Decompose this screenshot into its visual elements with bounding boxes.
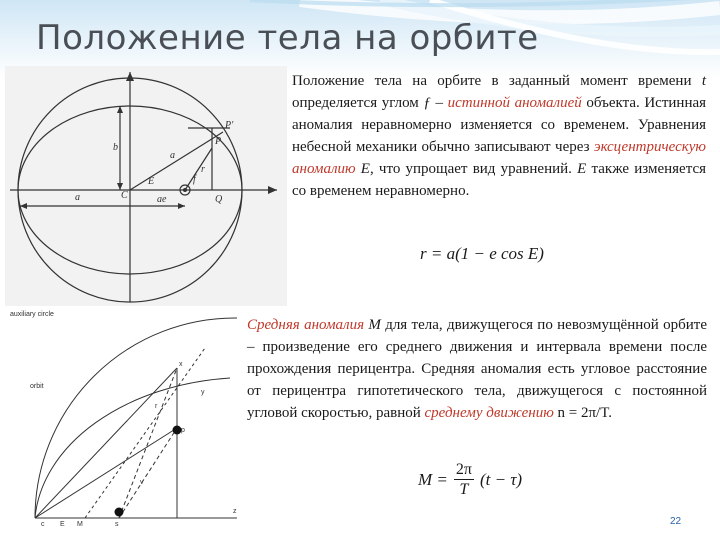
page-number: 22	[670, 516, 682, 527]
svg-text:orbit: orbit	[30, 383, 44, 390]
orbit-geometry-figure	[5, 66, 287, 306]
svg-text:s: s	[115, 521, 119, 528]
radius-a-line	[130, 132, 223, 190]
svg-text:M: M	[77, 521, 83, 528]
auxiliary-circle-arc	[35, 318, 237, 518]
svg-text:a: a	[75, 192, 80, 203]
svg-text:E: E	[148, 176, 155, 187]
radius-formula: r = a(1 − e cos E)	[420, 244, 544, 263]
svg-text:y: y	[201, 389, 205, 396]
focus-point	[115, 508, 124, 517]
svg-text:Q: Q	[215, 194, 223, 205]
orbit-diagram	[5, 66, 287, 306]
svg-text:r: r	[201, 164, 205, 175]
svg-text:p: p	[181, 427, 185, 434]
svg-text:auxiliary circle: auxiliary circle	[10, 311, 54, 318]
svg-text:P: P	[215, 136, 222, 147]
svg-text:r: r	[155, 403, 158, 410]
svg-text:P': P'	[225, 120, 234, 131]
term-eccentric-anomaly: эксцентрическую аномалию	[292, 139, 706, 177]
anomaly-geometry-figure	[5, 308, 245, 530]
true-anomaly-paragraph: Положение тела на орбите в заданный момент времени t определяется углом ƒ – истинной аномалией объекта. Истинная аномалия неравномерно изменяется со временем. Уравнения небесной механики обычно записывают через эксцентрическую аномалию E, что упрощает вид уравнений. E также изменяется со временем неравномерно.	[292, 73, 707, 199]
svg-text:f: f	[193, 174, 196, 185]
svg-text:C: C	[121, 190, 128, 201]
svg-text:E: E	[60, 521, 65, 528]
svg-text:x: x	[179, 361, 183, 368]
svg-text:z: z	[233, 508, 237, 515]
term-mean-motion: среднему движению	[424, 405, 554, 421]
radius-r-line	[185, 148, 212, 190]
term-mean-anomaly: Средняя аномалия	[247, 317, 365, 333]
svg-text:a: a	[170, 150, 175, 161]
svg-text:b: b	[113, 142, 118, 153]
svg-text:c: c	[41, 521, 45, 528]
term-true-anomaly: истинной аномалией	[447, 95, 582, 111]
slide-title: Положение тела на орбите	[36, 18, 539, 58]
mean-anomaly-formula: M = $\frac{2\pi}{T}$ (t − τ)	[418, 461, 523, 498]
mean-anomaly-paragraph: Средняя аномалия M для тела, движущегося по невозмущённой орбите – произведение его среднего движения и интервала времени после прохождения перицентра. Средняя аномалия есть угловое расстояние от перицентра гипотетического тела, движущегося с постоянной угловой скоростью, равной среднему движению n = 2π/T.	[247, 317, 707, 421]
fraction: $\frac{2\pi}{T}$	[455, 461, 472, 498]
svg-text:v: v	[140, 479, 144, 486]
svg-text:ae: ae	[157, 194, 167, 205]
anomaly-diagram	[5, 308, 245, 530]
